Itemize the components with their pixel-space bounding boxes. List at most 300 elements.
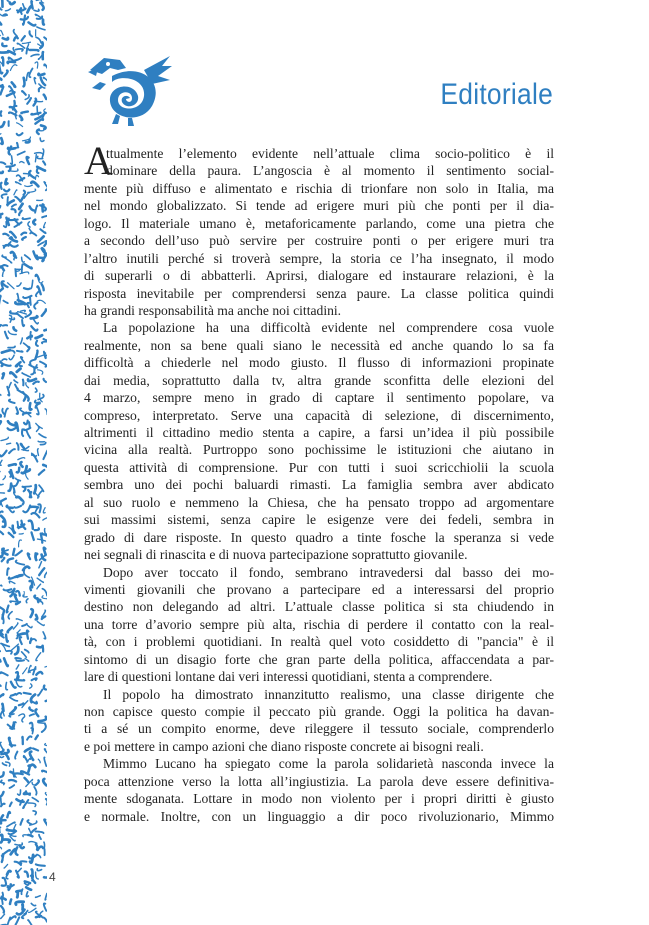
pattern-stroke [16,665,19,669]
pattern-stroke [14,190,17,195]
pattern-stroke [44,820,47,828]
pattern-stroke [24,191,26,195]
pattern-stroke [32,783,35,786]
pattern-stroke [39,835,41,839]
pattern-stroke [44,548,46,555]
pattern-stroke [0,483,3,484]
pattern-stroke [34,303,37,309]
pattern-stroke [16,182,21,185]
article-line: La popolazione ha una difficoltà evidente nel comprendere cosa vuole [103,320,554,336]
pattern-stroke [4,222,7,227]
pattern-stroke [4,864,8,868]
pattern-stroke [36,780,39,785]
pattern-stroke [30,360,35,365]
pattern-stroke [43,517,47,520]
pattern-stroke [3,234,8,236]
pattern-stroke [24,174,30,177]
pattern-stroke [38,370,43,375]
pattern-stroke [44,95,47,99]
pattern-stroke [44,64,47,69]
article-line: tà, con i problemi quotidiani. In realtà quel voto cosiddetto di "pancia" è il [84,634,554,650]
pattern-stroke [26,383,29,388]
pattern-stroke [9,400,15,403]
pattern-stroke [26,599,28,603]
pattern-stroke [13,825,15,831]
pattern-stroke [9,484,12,491]
pattern-stroke [22,91,26,95]
pattern-stroke [35,62,38,68]
pattern-stroke [42,771,47,773]
article-line: poca attenzione verso la lotta all’ingiustizia. La parola deve essere definitiva- [84,773,554,789]
pattern-stroke [7,568,9,575]
pattern-stroke [16,619,22,621]
pattern-stroke [1,906,4,913]
pattern-stroke [16,917,20,924]
pattern-stroke [11,239,17,242]
drop-cap: A [84,138,113,183]
pattern-stroke [9,355,14,359]
pattern-stroke [1,162,6,164]
pattern-stroke [25,185,33,186]
pattern-stroke [22,237,26,240]
pattern-stroke [22,429,23,436]
pattern-stroke [22,264,23,273]
pattern-stroke [36,653,41,661]
pattern-stroke [34,9,39,11]
article-line: grado di dare risposte. In questo quadro a tinte fosche la speranza si vede [84,529,554,545]
pattern-stroke [14,380,18,383]
pattern-stroke [20,861,26,863]
article-line: compreso, interpretato. Serve una capacità di selezione, di discernimento, [84,407,554,423]
pattern-stroke [8,346,15,347]
article-line: destino non delegando ad altri. L’attuale classe politica si sta chiudendo in [84,599,554,615]
pattern-stroke [16,693,21,695]
pattern-stroke [23,595,27,597]
pattern-stroke [0,122,4,127]
article-line: non capisce questo compie il peccato più grande. Oggi la politica ha davan- [84,704,554,719]
pattern-stroke [45,665,47,667]
pattern-stroke [45,793,47,798]
pattern-stroke [30,507,38,508]
pattern-stroke [40,601,43,604]
pattern-stroke [38,449,39,456]
pattern-stroke [43,917,47,921]
article-line: lare di questioni lontane dai veri interessi quotidiani, stenta a comprendere. [84,669,493,685]
pattern-stroke [22,373,30,377]
pattern-stroke [16,49,23,51]
pattern-stroke [10,2,15,4]
pattern-stroke [16,561,25,565]
pattern-stroke [39,470,45,475]
pattern-stroke [44,330,47,332]
pattern-stroke [21,196,25,201]
pattern-stroke [38,278,43,283]
article-line: ttualmente l’elemento evidente nell’attuale clima socio-politico è il [106,146,554,161]
pattern-stroke [43,779,46,785]
pattern-stroke [35,155,36,162]
article-line: nel mondo globalizzato. Si tende ad erigere muri più che ponti per il dia- [84,198,554,214]
pattern-stroke [24,78,25,87]
pattern-stroke [22,500,24,505]
pattern-stroke [37,256,44,258]
pattern-stroke [35,736,37,740]
article-line: Mimmo Lucano ha spiegato come la parola solidarietà nasconda invece la [103,756,554,772]
bird-logo-icon [86,52,174,126]
pattern-stroke [17,910,25,915]
pattern-stroke [31,609,33,617]
pattern-stroke [22,257,25,262]
pattern-stroke [29,422,30,428]
pattern-stroke [15,197,20,201]
pattern-stroke [27,347,29,351]
article-line: Dopo aver toccato il fondo, sembrano intravedersi dal basso dei mo- [103,564,554,580]
pattern-stroke [10,785,15,788]
pattern-stroke [1,265,7,267]
pattern-stroke [14,506,21,508]
pattern-stroke [29,31,32,36]
pattern-stroke [32,798,38,802]
pattern-stroke [3,893,4,897]
pattern-stroke [2,896,3,904]
pattern-stroke [24,486,31,487]
pattern-stroke [29,521,33,529]
pattern-stroke [9,464,16,465]
pattern-stroke [10,744,16,745]
article-line: e normale. Inoltre, con un linguaggio a dir poco rivoluzionario, Mimmo [84,808,554,824]
pattern-stroke [15,752,17,759]
pattern-stroke [27,431,31,438]
pattern-stroke [30,280,33,288]
pattern-stroke [41,534,43,543]
pattern-stroke [14,327,17,330]
pattern-stroke [31,765,36,767]
pattern-stroke [12,205,16,207]
pattern-stroke [32,678,37,680]
pattern-stroke [9,472,11,477]
pattern-stroke [22,42,30,43]
pattern-stroke [36,554,37,561]
pattern-stroke [0,658,1,661]
pattern-stroke [33,220,35,225]
article-line: dominare della paura. L’angoscia è al momento il sentimento social- [106,163,554,179]
pattern-stroke [36,672,42,675]
article-line: sui massimi sistemi, senza capire le esigenze vere dei fedeli, sembra in [84,512,554,528]
pattern-stroke [25,255,31,260]
decorative-side-pattern [0,0,47,925]
pattern-stroke [15,594,18,601]
pattern-stroke [22,450,29,451]
pattern-stroke [0,61,2,64]
pattern-stroke [37,869,41,871]
article-line: 4 marzo, sempre meno in grado di captare il sentimento popolare, va [84,390,554,406]
pattern-stroke [2,558,5,562]
pattern-stroke [4,190,9,192]
pattern-stroke [16,407,18,413]
pattern-stroke [33,318,38,323]
pattern-stroke [29,908,36,912]
pattern-stroke [20,462,22,467]
pattern-stroke [16,682,21,687]
pattern-stroke [38,44,41,46]
pattern-stroke [44,749,47,756]
pattern-stroke [31,326,37,330]
pattern-stroke [24,592,25,597]
article-line: vicina alla realtà. Purtroppo sono pochissime le istituzioni che aiutano in [84,442,554,458]
pattern-stroke [0,772,3,777]
pattern-stroke [0,847,2,849]
pattern-stroke [20,846,24,849]
pattern-stroke [38,242,44,245]
pattern-stroke [0,451,6,457]
pattern-stroke [37,130,39,135]
pattern-stroke [37,27,45,30]
pattern-stroke [5,753,9,759]
pattern-stroke [19,540,22,547]
pattern-stroke [33,667,36,675]
pattern-stroke [34,787,36,795]
pattern-stroke [38,395,44,400]
pattern-stroke [43,77,47,83]
pattern-stroke [10,697,18,701]
pattern-stroke [2,359,7,360]
pattern-stroke [31,903,35,905]
pattern-stroke [36,896,41,898]
pattern-stroke [7,651,12,654]
pattern-stroke [38,759,40,763]
pattern-stroke [1,820,6,822]
pattern-stroke [18,390,24,393]
pattern-stroke [17,660,24,661]
pattern-stroke [30,206,35,210]
pattern-stroke [38,236,44,241]
pattern-stroke [21,889,22,894]
pattern-stroke [37,169,39,174]
pattern-stroke [23,16,25,25]
article-line: vimenti giovanili che provano a partecipare ed a interessarsi del proprio [84,581,554,597]
pattern-stroke [36,335,43,338]
pattern-stroke [15,551,21,556]
pattern-stroke [22,624,27,626]
pattern-stroke [18,458,25,460]
pattern-stroke [38,598,39,602]
pattern-stroke [44,223,46,228]
pattern-stroke [23,380,24,386]
pattern-stroke [35,528,39,530]
pattern-stroke [36,37,41,43]
article-line: ha grandi responsabilità ma anche noi cittadini. [84,302,342,318]
pattern-stroke [42,724,46,732]
pattern-stroke [37,578,43,582]
pattern-stroke [9,167,10,171]
pattern-stroke [0,421,1,427]
pattern-stroke [11,169,18,171]
pattern-stroke [22,914,26,919]
pattern-stroke [21,233,26,235]
pattern-stroke [36,864,45,865]
article-line: Il popolo ha dimostrato innanzitutto realismo, una classe dirigente che [103,686,554,702]
pattern-stroke [7,443,11,444]
pattern-stroke [42,534,47,535]
pattern-stroke [38,717,46,722]
pattern-stroke [10,65,17,71]
pattern-stroke [41,125,46,129]
pattern-stroke [22,320,24,326]
pattern-stroke [27,303,29,307]
pattern-stroke [17,283,21,286]
pattern-stroke [1,437,8,440]
pattern-stroke [8,283,14,289]
pattern-stroke [35,175,38,179]
page-title: Editoriale [440,78,553,111]
pattern-stroke [33,811,36,815]
pattern-stroke [2,44,6,47]
pattern-stroke [44,379,46,382]
pattern-stroke [22,652,27,658]
pattern-stroke [22,737,23,744]
pattern-stroke [18,790,21,795]
article-line: questa attività di comprensione. Pur con tutti i suoi scricchiolii la scuola [84,459,554,475]
pattern-stroke [38,441,44,442]
pattern-stroke [28,803,36,807]
pattern-stroke [17,891,18,897]
article-line: altrimenti il cittadino medio stenta a capire, a farsi un’idea il più possibile [84,425,554,440]
pattern-stroke [0,530,3,534]
pattern-stroke [26,73,28,81]
pattern-stroke [5,408,8,416]
pattern-stroke [33,382,38,384]
pattern-stroke [37,584,41,589]
pattern-stroke [29,69,32,78]
pattern-stroke [37,621,44,625]
pattern-stroke [43,632,45,639]
pattern-stroke [45,572,47,577]
pattern-stroke [42,284,44,290]
pattern-stroke [44,37,47,41]
pattern-stroke [0,750,4,752]
pattern-stroke [36,872,39,879]
pattern-stroke [23,506,30,513]
pattern-stroke [0,792,3,798]
pattern-stroke [2,373,4,378]
pattern-stroke [8,427,17,430]
pattern-stroke [31,316,38,318]
pattern-stroke [40,443,45,445]
pattern-stroke [13,526,15,533]
article-line: dai media, soprattutto dalla tv, altra grande sconfitta delle elezioni del [84,372,554,388]
pattern-stroke [42,342,47,344]
pattern-stroke [16,847,18,855]
pattern-stroke [37,200,43,201]
pattern-stroke [46,187,47,190]
pattern-stroke [6,635,8,642]
pattern-stroke [22,36,25,41]
pattern-stroke [0,685,1,687]
pattern-stroke [6,683,8,690]
pattern-stroke [46,697,47,701]
pattern-stroke [30,50,39,51]
article-line: sintomo di un disagio forte che gran parte della politica, affaccendata a par- [84,651,554,667]
pattern-stroke [36,615,37,620]
pattern-stroke [37,167,45,171]
pattern-stroke [8,612,12,619]
pattern-stroke [2,194,7,198]
pattern-stroke [1,30,4,35]
pattern-stroke [0,172,3,173]
pattern-stroke [28,379,36,381]
pattern-stroke [35,709,38,716]
article-line: di superarli o di abbatterli. Aprirsi, dialogare ed instaurare relazioni, è la [84,268,554,284]
pattern-stroke [24,756,28,761]
pattern-stroke [1,914,5,918]
pattern-stroke [17,133,23,135]
pattern-stroke [12,82,16,87]
pattern-stroke [23,487,26,492]
pattern-stroke [4,658,8,666]
pattern-stroke [39,88,41,92]
pattern-stroke [38,74,44,75]
pattern-stroke [28,490,30,497]
pattern-stroke [38,847,43,850]
pattern-stroke [19,533,23,534]
pattern-stroke [10,899,11,904]
pattern-stroke [1,183,2,189]
pattern-stroke [34,485,36,493]
pattern-stroke [40,138,44,141]
pattern-stroke [7,917,10,925]
pattern-stroke [0,111,1,116]
pattern-stroke [4,71,8,77]
pattern-stroke [32,702,37,704]
pattern-stroke [39,562,42,568]
pattern-stroke [33,879,36,882]
pattern-stroke [9,147,11,155]
pattern-stroke [37,855,41,858]
pattern-stroke [3,840,10,843]
pattern-stroke [7,606,9,613]
pattern-stroke [1,710,4,718]
pattern-stroke [15,58,21,60]
article-line: logo. Il materiale umano è, metaforicamente parlando, come una pietra che [84,215,554,231]
pattern-stroke [22,717,25,722]
pattern-stroke [37,407,39,414]
pattern-stroke [9,581,15,583]
pattern-stroke [5,332,8,339]
pattern-stroke [13,623,18,629]
pattern-stroke [30,714,34,716]
pattern-stroke [0,19,2,25]
pattern-stroke [44,903,46,910]
article-line: e poi mettere in campo azioni che diano risposte concrete ai bisogni reali. [84,738,484,754]
pattern-stroke [25,872,28,877]
pattern-stroke [5,9,10,11]
pattern-stroke [0,393,1,395]
pattern-stroke [29,22,36,25]
pattern-stroke [7,812,10,817]
pattern-stroke [46,799,47,805]
pattern-stroke [21,310,26,311]
pattern-stroke [43,451,47,459]
article-body [84,138,554,825]
pattern-stroke [20,408,24,412]
pattern-stroke [17,351,23,352]
pattern-stroke [17,123,23,127]
pattern-stroke [19,703,24,705]
pattern-stroke [43,465,47,467]
article-line: una torre d’avorio sempre più alta, rischia di perdere il contatto con la real- [84,616,554,632]
pattern-stroke [1,138,2,144]
pattern-stroke [15,680,24,681]
pattern-stroke [0,65,2,74]
